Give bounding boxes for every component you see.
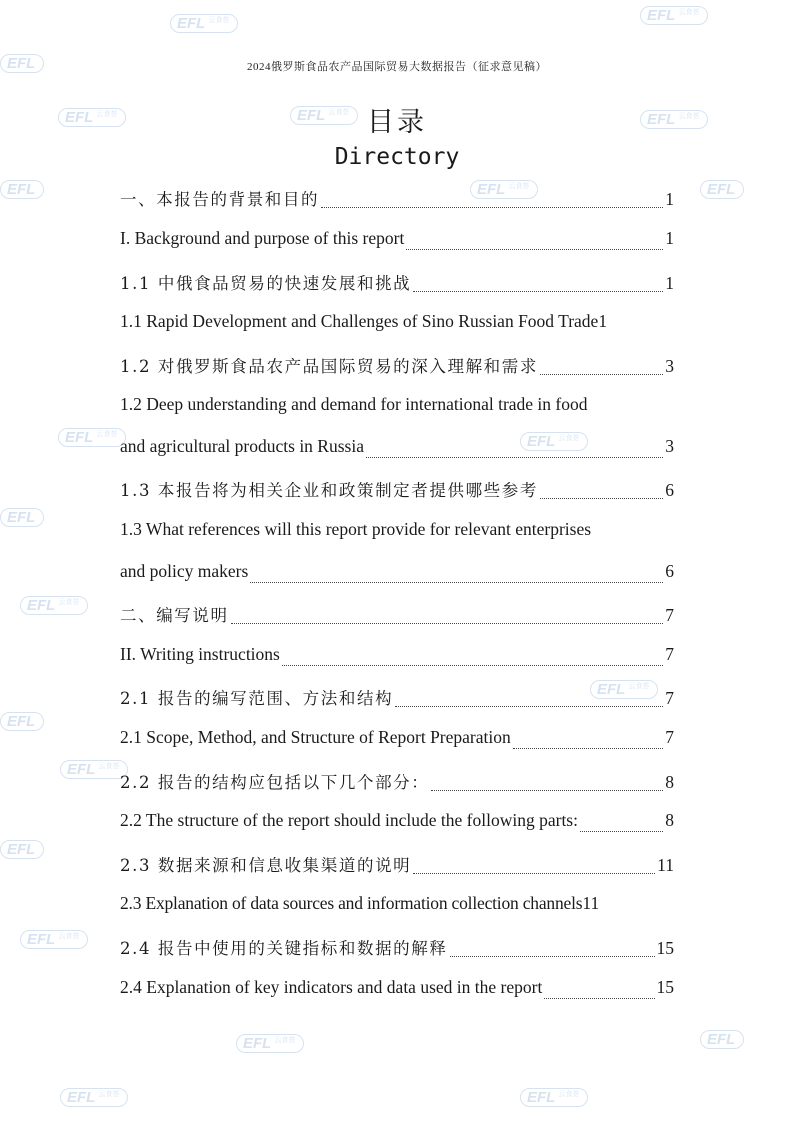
- watermark-logo: EFL $^{云食荟}$: [640, 6, 708, 25]
- watermark-logo: EFL: [700, 1030, 744, 1049]
- toc-entry[interactable]: 2.4 Explanation of key indicators and data used in the report 15: [120, 977, 674, 997]
- toc-entry[interactable]: II. Writing instructions 7: [120, 644, 674, 664]
- toc-entry[interactable]: 2.1 报告的编写范围、方法和结构 7: [120, 688, 674, 708]
- watermark-logo: EFL $^{云食荟}$: [60, 1088, 128, 1107]
- watermark-logo: EFL $^{云食荟}$: [470, 180, 538, 199]
- toc-entry[interactable]: 1.1 Rapid Development and Challenges of Sino Russian Food Trade 1: [120, 311, 608, 331]
- watermark-logo: EFL $^{云食荟}$: [520, 432, 588, 451]
- watermark-logo: EFL $^{云食荟}$: [290, 106, 358, 125]
- watermark-logo: EFL $^{云食荟}$: [58, 108, 126, 127]
- watermark-logo: EFL: [0, 508, 44, 527]
- toc-entry[interactable]: 2.3 Explanation of data sources and information collection channels 11: [120, 893, 600, 913]
- toc-entry[interactable]: 2.2 The structure of the report should include the following parts: 8: [120, 810, 674, 830]
- toc-title-cn: 目录: [367, 107, 427, 138]
- toc-entry[interactable]: 一、本报告的背景和目的 1: [120, 189, 674, 209]
- watermark-logo: EFL $^{云食荟}$: [590, 680, 658, 699]
- watermark-logo: EFL $^{云食荟}$: [20, 596, 88, 615]
- toc-entry[interactable]: 2.4 报告中使用的关键指标和数据的解释 15: [120, 938, 674, 958]
- watermark-logo: EFL $^{云食荟}$: [170, 14, 238, 33]
- watermark-logo: EFL $^{云食荟}$: [236, 1034, 304, 1053]
- toc-entry[interactable]: and policy makers 6: [120, 561, 674, 581]
- toc-entry[interactable]: 2.1 Scope, Method, and Structure of Report Preparation 7: [120, 727, 674, 747]
- toc-entry[interactable]: 2.2 报告的结构应包括以下几个部分： 8: [120, 772, 674, 792]
- watermark-logo: EFL $^{云食荟}$: [60, 760, 128, 779]
- watermark-logo: EFL $^{云食荟}$: [20, 930, 88, 949]
- toc-entry[interactable]: I. Background and purpose of this report 1: [120, 228, 674, 248]
- toc-entry[interactable]: 二、编写说明 7: [120, 605, 674, 625]
- toc-entry[interactable]: 1.3 本报告将为相关企业和政策制定者提供哪些参考 6: [120, 480, 674, 500]
- watermark-logo: EFL: [0, 54, 44, 73]
- watermark-logo: EFL $^{云食荟}$: [58, 428, 126, 447]
- watermark-logo: EFL: [0, 180, 44, 199]
- toc-entry[interactable]: 1.2 Deep understanding and demand for international trade in food: [120, 394, 588, 414]
- watermark-logo: EFL $^{云食荟}$: [520, 1088, 588, 1107]
- watermark-logo: EFL: [700, 180, 744, 199]
- toc-entry[interactable]: and agricultural products in Russia 3: [120, 436, 674, 456]
- page-header: 2024俄罗斯食品农产品国际贸易大数据报告（征求意见稿）: [247, 61, 547, 73]
- watermark-logo: EFL $^{云食荟}$: [640, 110, 708, 129]
- watermark-logo: EFL: [0, 712, 44, 731]
- watermark-logo: EFL: [0, 840, 44, 859]
- toc-entry[interactable]: 1.1 中俄食品贸易的快速发展和挑战 1: [120, 273, 674, 293]
- toc-entry[interactable]: 2.3 数据来源和信息收集渠道的说明 11: [120, 855, 674, 875]
- toc-title-en: Directory: [334, 144, 460, 170]
- toc-entry[interactable]: 1.3 What references will this report provide for relevant enterprises: [120, 519, 592, 539]
- toc-entry[interactable]: 1.2 对俄罗斯食品农产品国际贸易的深入理解和需求 3: [120, 356, 674, 376]
